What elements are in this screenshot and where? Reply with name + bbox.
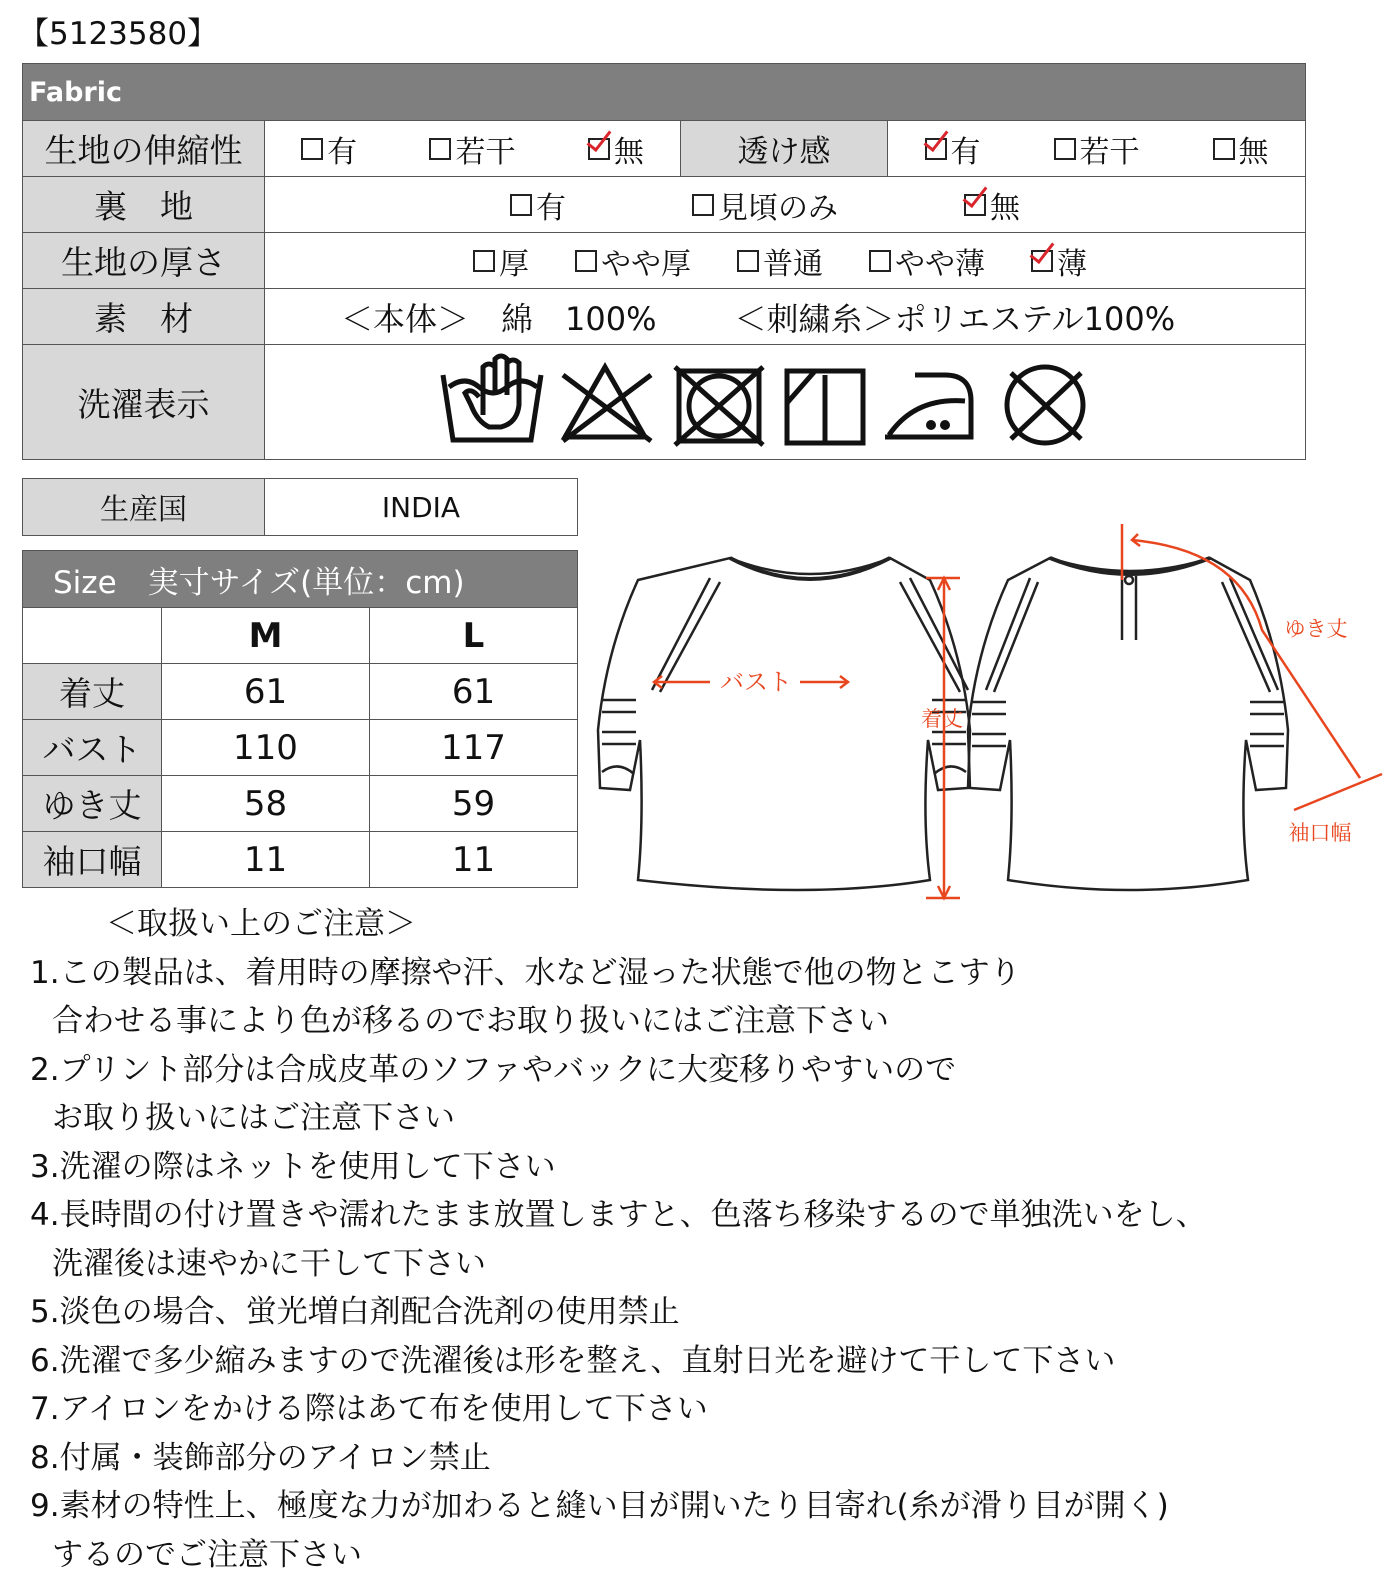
line-dry-shade-icon xyxy=(787,371,863,443)
stretch-option[interactable]: 有 xyxy=(301,127,357,171)
checkbox[interactable] xyxy=(473,250,495,272)
fabric-header: Fabric xyxy=(23,64,1306,121)
cuff-width-label: 袖口幅 xyxy=(1288,822,1352,845)
note-line: 9.素材の特性上、極度な力が加わると縫い目が開いたり目寄れ(糸が滑り目が開く) xyxy=(30,1488,1169,1524)
stretch-options xyxy=(265,127,680,171)
cuff-line xyxy=(1294,774,1382,810)
checkbox[interactable] xyxy=(301,138,323,160)
origin-label: 生産国 xyxy=(23,479,265,536)
sleeve-length-label: ゆき丈 xyxy=(1284,618,1348,641)
size-col-m: M xyxy=(162,608,370,664)
stretch-option[interactable]: 無 xyxy=(588,127,644,171)
size-value: 11 xyxy=(370,832,578,888)
material-label: 素 材 xyxy=(23,289,265,345)
thickness-label: 生地の厚さ xyxy=(23,233,265,289)
material-body: ＜本体＞ 綿 100% xyxy=(341,299,657,338)
note-line: 合わせる事により色が移るのでお取り扱いにはご注意下さい xyxy=(52,1003,889,1039)
checkbox[interactable] xyxy=(1031,250,1053,272)
checkbox[interactable] xyxy=(1054,138,1076,160)
stretch-label: 生地の伸縮性 xyxy=(23,121,265,177)
row-label: 袖口幅 xyxy=(23,832,162,888)
care-notes xyxy=(30,900,1207,1579)
wash-symbols xyxy=(265,345,1303,455)
note-line: 1.この製品は、着用時の摩擦や汗、水など湿った状態で他の物とこすり xyxy=(30,954,1021,991)
checkbox[interactable] xyxy=(964,194,986,216)
origin-value: INDIA xyxy=(265,479,578,536)
sheer-option[interactable]: 若干 xyxy=(1054,127,1140,171)
lining-options xyxy=(265,183,1305,227)
row-label: ゆき丈 xyxy=(23,776,162,832)
sheer-option[interactable]: 無 xyxy=(1213,127,1269,171)
measurement-lines xyxy=(654,524,1382,898)
note-line: するのでご注意下さい xyxy=(52,1536,362,1573)
no-bleach-icon xyxy=(563,367,651,441)
lining-option[interactable]: 見頃のみ xyxy=(692,183,838,227)
note-line: 洗濯後は速やかに干して下さい xyxy=(52,1245,486,1282)
thickness-option[interactable]: やや厚 xyxy=(575,239,691,283)
table-row xyxy=(23,832,578,888)
size-value: 59 xyxy=(370,776,578,832)
checkbox[interactable] xyxy=(429,138,451,160)
size-value: 61 xyxy=(370,664,578,720)
table-row xyxy=(23,720,578,776)
table-row xyxy=(23,776,578,832)
row-label: 着丈 xyxy=(23,664,162,720)
checkbox[interactable] xyxy=(575,250,597,272)
garment-diagram xyxy=(590,520,1390,905)
stretch-option[interactable]: 若干 xyxy=(429,127,515,171)
size-value: 110 xyxy=(162,720,370,776)
size-value: 11 xyxy=(162,832,370,888)
thickness-option[interactable]: 普通 xyxy=(737,239,823,283)
checkbox[interactable] xyxy=(692,194,714,216)
sheer-option[interactable]: 有 xyxy=(925,127,981,171)
product-id: 【5123580】 xyxy=(18,16,219,52)
fabric-table xyxy=(22,63,1306,460)
size-table xyxy=(22,550,578,888)
checkbox[interactable] xyxy=(925,138,947,160)
checkbox[interactable] xyxy=(510,194,532,216)
bust-label: バスト xyxy=(720,669,792,696)
lining-option[interactable]: 有 xyxy=(510,183,566,227)
thickness-options xyxy=(265,239,1305,283)
thickness-option[interactable]: 薄 xyxy=(1031,239,1087,283)
row-label: バスト xyxy=(23,720,162,776)
note-line: 3.洗濯の際はネットを使用して下さい xyxy=(30,1148,556,1185)
lining-label: 裏 地 xyxy=(23,177,265,233)
back-view-illustration xyxy=(968,558,1288,890)
length-label: 着丈 xyxy=(921,708,963,731)
size-corner xyxy=(23,608,162,664)
note-line: お取り扱いにはご注意下さい xyxy=(52,1100,455,1136)
material-thread: ＜刺繍糸＞ポリエステル100% xyxy=(734,299,1176,338)
thickness-option[interactable]: やや薄 xyxy=(869,239,985,283)
iron-medium-icon xyxy=(885,375,971,437)
thickness-option[interactable]: 厚 xyxy=(473,239,529,283)
size-value: 117 xyxy=(370,720,578,776)
note-line: 7.アイロンをかける際はあて布を使用して下さい xyxy=(30,1391,708,1427)
table-row xyxy=(23,664,578,720)
front-view-illustration xyxy=(598,558,970,890)
size-title: Size 実寸サイズ(単位：cm) xyxy=(23,551,578,608)
checkbox[interactable] xyxy=(737,250,759,272)
note-line: 6.洗濯で多少縮みますので洗濯後は形を整え、直射日光を避けて干して下さい xyxy=(30,1342,1116,1379)
wash-label: 洗濯表示 xyxy=(23,345,265,460)
no-dry-clean-icon xyxy=(1007,367,1083,443)
size-value: 58 xyxy=(162,776,370,832)
size-value: 61 xyxy=(162,664,370,720)
no-tumble-dry-icon xyxy=(675,367,763,445)
sheer-options xyxy=(888,127,1305,171)
origin-table xyxy=(22,478,578,536)
lining-option[interactable]: 無 xyxy=(964,183,1020,227)
note-line: 8.付属・装飾部分のアイロン禁止 xyxy=(30,1439,491,1476)
checkbox[interactable] xyxy=(869,250,891,272)
checkbox[interactable] xyxy=(588,138,610,160)
hand-wash-icon xyxy=(443,356,541,440)
note-line: 4.長時間の付け置きや濡れたまま放置しますと、色落ち移染するので単独洗いをし、 xyxy=(30,1197,1207,1233)
checkbox[interactable] xyxy=(1213,138,1235,160)
size-col-l: L xyxy=(370,608,578,664)
note-line: 2.プリント部分は合成皮革のソファやバックに大変移りやすいので xyxy=(30,1051,957,1088)
note-line: 5.淡色の場合、蛍光増白剤配合洗剤の使用禁止 xyxy=(30,1294,680,1330)
notes-title: ＜取扱い上のご注意＞ xyxy=(106,906,416,942)
sheer-label: 透け感 xyxy=(680,121,888,176)
